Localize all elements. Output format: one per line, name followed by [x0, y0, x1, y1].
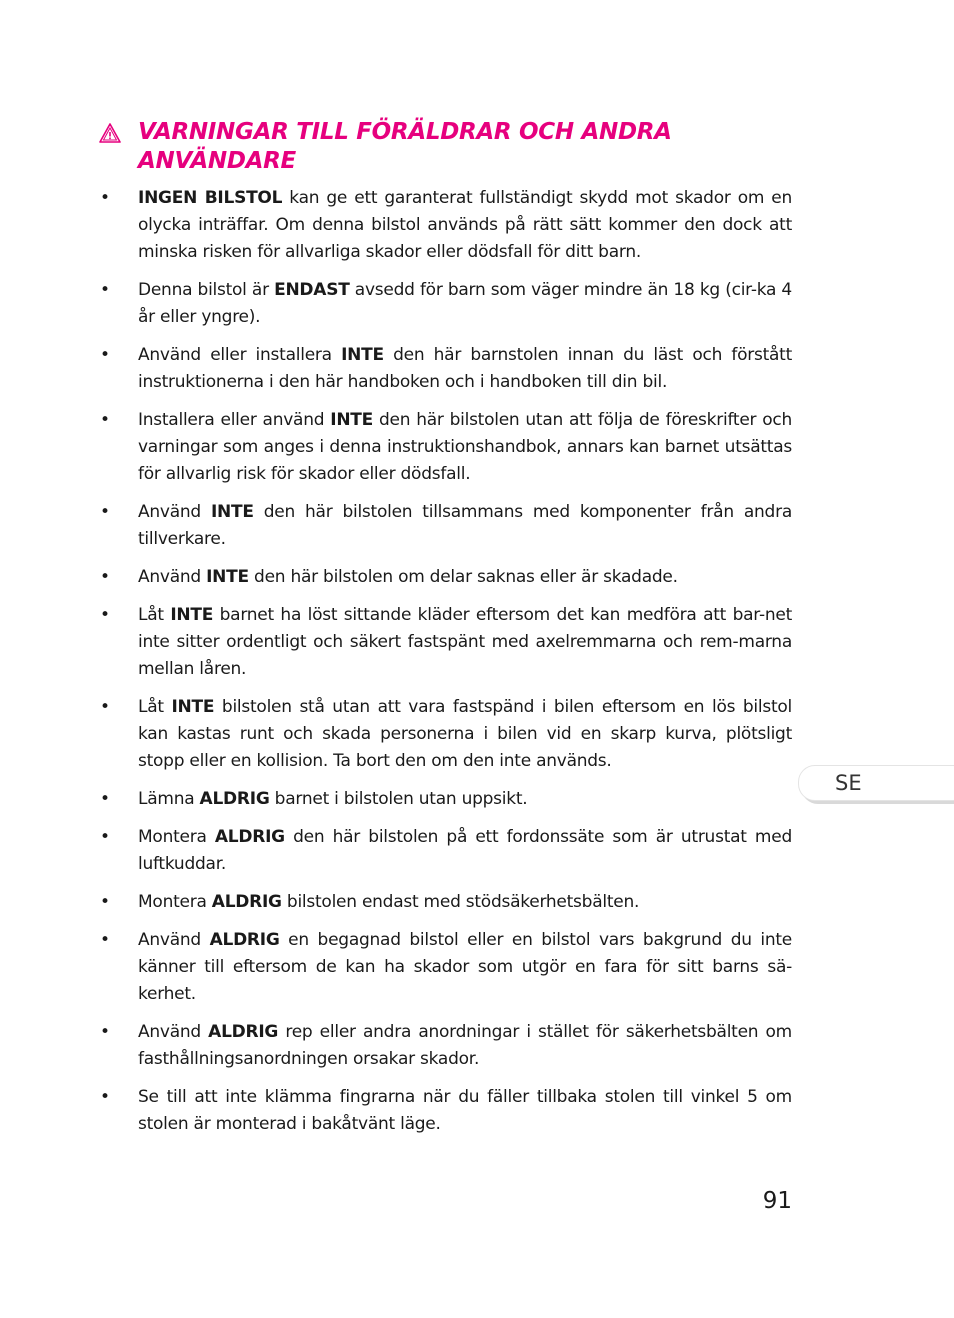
list-item [100, 694, 792, 775]
warning-triangle-icon [99, 123, 121, 143]
item-emphasis: ALDRIG [209, 930, 280, 950]
item-text: barnet ha löst sittande kläder eftersom det kan medföra att bar-net inte sitter ordentligt och säkert fastspänt med axelremmarna och rem-marna mellan låren. [138, 605, 792, 679]
bullet: • [100, 930, 110, 950]
item-text: bilstolen endast med stödsäkerhetsbälten. [281, 892, 640, 912]
item-emphasis: INTE [210, 502, 254, 522]
list-item [100, 277, 792, 331]
item-text: den här bilstolen tillsammans med komponenter från andra tillverkare. [138, 502, 792, 549]
item-text: Låt [138, 605, 171, 625]
list-item [100, 499, 792, 553]
item-text: Lämna [138, 789, 200, 809]
bullet: • [100, 410, 110, 430]
item-emphasis: INTE [170, 605, 214, 625]
list-item [100, 407, 792, 488]
list-item [100, 1084, 792, 1138]
item-text: den här barnstolen innan du läst och förstått instruktionerna i den här handboken och i handboken till din bil. [138, 345, 793, 392]
item-text: kan ge ett garanterat fullständigt skydd mot skador om en olycka inträffar. Om denna bilstol används på rätt sätt kommer den dock att minska risken för allvarliga skador eller dödsfall för ditt barn. [138, 188, 792, 262]
bullet: • [100, 188, 110, 208]
item-text: den här bilstolen på ett fordonssäte som är utrustat med luftkuddar. [138, 827, 792, 874]
language-tab-label: SE [835, 771, 862, 795]
list-item [100, 1019, 792, 1073]
item-text: den här bilstolen om delar saknas eller är skadade. [248, 567, 678, 587]
bullet: • [100, 697, 110, 717]
item-emphasis: INTE [330, 410, 374, 430]
item-text: Montera [138, 827, 215, 847]
bullet: • [100, 280, 110, 300]
item-text: Montera [138, 892, 212, 912]
item-emphasis: INGEN BILSTOL [138, 188, 283, 208]
list-item [100, 889, 792, 916]
bullet: • [100, 605, 110, 625]
list-item [100, 185, 792, 266]
item-emphasis: ALDRIG [199, 789, 270, 809]
item-emphasis: INTE [206, 567, 249, 587]
page-number: 91 [762, 1188, 792, 1214]
item-text: Använd [138, 502, 211, 522]
item-emphasis: INTE [341, 345, 384, 365]
item-emphasis: ALDRIG [211, 892, 282, 912]
item-text: Använd [138, 930, 210, 950]
bullet: • [100, 502, 110, 522]
warning-list [100, 185, 792, 1149]
list-item [100, 927, 792, 1008]
item-text: Använd [138, 1022, 209, 1042]
item-emphasis: INTE [171, 697, 215, 717]
list-item [100, 602, 792, 683]
section-heading [99, 118, 799, 176]
bullet: • [100, 1022, 110, 1042]
bullet: • [100, 1087, 110, 1107]
item-text: en begagnad bilstol eller en bilstol vars bakgrund du inte känner till eftersom de kan ha skador som utgör en fara för sitt barns sä-kerhet. [138, 930, 793, 1004]
item-text: Använd [138, 567, 207, 587]
item-text: Installera eller använd [138, 410, 331, 430]
item-emphasis: ALDRIG [208, 1022, 279, 1042]
item-emphasis: ALDRIG [214, 827, 285, 847]
item-text: Använd eller installera [138, 345, 342, 365]
item-text: bilstolen stå utan att vara fastspänd i bilen eftersom en lös bilstol kan kastas runt och skada personerna i bilen vid en skarp kurva, plötsligt stopp eller en kollision. Ta bort den om den inte används. [138, 697, 793, 771]
bullet: • [100, 567, 110, 587]
item-text: avsedd för barn som väger mindre än 18 kg (cir-ka 4 år eller yngre). [138, 280, 792, 327]
item-text: Denna bilstol är [138, 280, 275, 300]
item-text: Se till att inte klämma fingrarna när du fäller tillbaka stolen till vinkel 5 om stolen är monterad i bakåtvänt läge. [138, 1087, 792, 1134]
list-item [100, 786, 792, 813]
list-item [100, 342, 792, 396]
language-tab [798, 765, 954, 801]
heading-text: VARNINGAR TILL FÖRÄLDRAR OCH ANDRA ANVÄNDARE [138, 119, 672, 174]
item-text: rep eller andra anordningar i stället för säkerhetsbälten om fasthållningsanordningen orsakar skador. [138, 1022, 792, 1069]
bullet: • [100, 892, 110, 912]
item-emphasis: ENDAST [274, 280, 350, 300]
item-text: barnet i bilstolen utan uppsikt. [269, 789, 528, 809]
bullet: • [100, 345, 110, 365]
item-text: den här bilstolen utan att följa de föreskrifter och varningar som anges i denna instruktionshandbok, annars kan barnet utsättas för allvarlig risk för skador eller dödsfall. [138, 410, 792, 484]
list-item [100, 824, 792, 878]
list-item [100, 564, 792, 591]
item-text: Låt [138, 697, 172, 717]
bullet: • [100, 789, 110, 809]
bullet: • [100, 827, 110, 847]
